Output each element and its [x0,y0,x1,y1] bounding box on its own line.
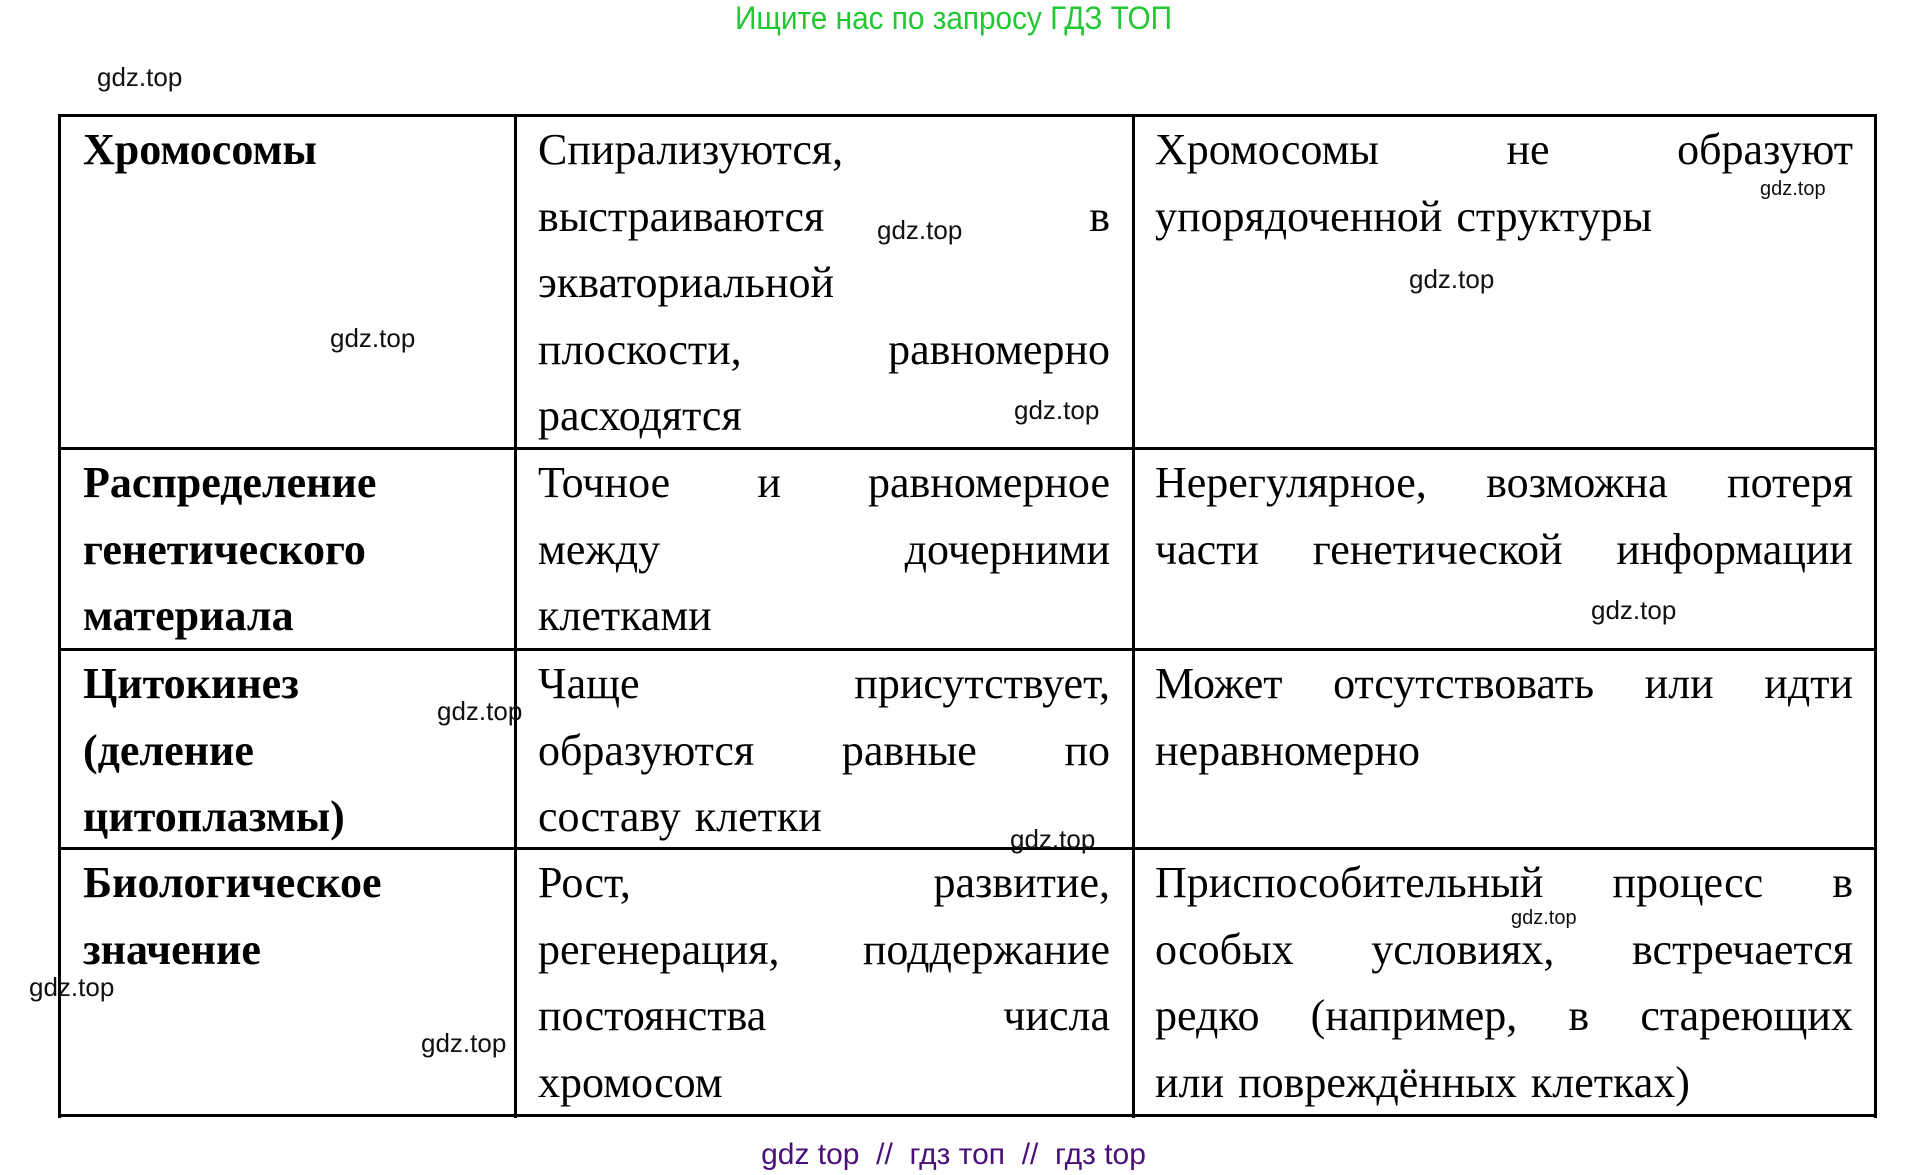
cell-line: Биологическое [83,858,382,907]
cell-line: Чаще присутствует, [538,659,1110,708]
watermark: gdz.top [877,215,963,245]
cell-line: Хромосомы [83,125,317,174]
cell-line: Спирализуются, [538,125,844,174]
table-row-1-amitosis [1155,117,1853,250]
cell-line: материала [83,591,294,640]
table-row-3-feature [83,651,503,851]
table-row-2-amitosis [1155,450,1853,583]
table-row-1-feature [83,117,503,184]
table-row-3-mitosis [538,651,1110,851]
watermark: gdz.top [1760,178,1826,200]
cell-line: расходятся [538,391,742,440]
cell-line: Приспособительный процесс в [1155,858,1853,907]
cell-line: Хромосомы не образуют [1155,125,1853,174]
cell-line: хромосом [538,1057,723,1107]
table-border-left [58,114,61,1118]
cell-line: неравномерно [1155,725,1421,775]
table-row-4-mitosis [538,850,1110,1116]
cell-line: образуются равные по [538,725,1110,775]
cell-line: Цитокинез [83,659,299,708]
cell-line: выстраиваются в [538,191,1110,241]
cell-line: Рост, развитие, [538,858,1110,907]
cell-line: клетками [538,591,712,640]
watermark: gdz.top [1511,907,1577,929]
watermark: gdz.top [1591,595,1677,625]
cell-line: Может отсутствовать или идти [1155,659,1853,708]
watermark: gdz.top [330,323,416,353]
cell-line: генетического [83,524,366,574]
cell-line: постоянства числа [538,991,1110,1040]
watermark: gdz.top [437,696,523,726]
footer-links-text: gdz top // гдз топ // гдз top [761,1138,1146,1171]
cell-line: составу клетки [538,792,822,841]
table-row-4-amitosis [1155,850,1853,1116]
watermark: gdz.top [1010,824,1096,854]
cell-line: части генетической информации [1155,524,1853,574]
cell-line: или повреждённых клетках) [1155,1057,1690,1107]
table-row-2-feature [83,450,503,650]
watermark: gdz.top [29,972,115,1002]
col-divider-2 [1132,114,1135,1118]
table-row-2-mitosis [538,450,1110,650]
watermark: gdz.top [1014,395,1100,425]
cell-line: особых условиях, встречается [1155,924,1853,974]
cell-line: экваториальной [538,258,835,307]
watermark: gdz.top [1409,264,1495,294]
cell-line: Точное и равномерное [538,458,1110,507]
cell-line: цитоплазмы) [83,792,345,841]
cell-line: Нерегулярное, возможна потеря [1155,458,1853,507]
promo-header: Ищите нас по запросу ГДЗ ТОП [735,0,1173,36]
cell-line: между дочерними [538,524,1110,574]
cell-line: (деление [83,725,254,775]
cell-line: упорядоченной структуры [1155,191,1653,241]
cell-line: редко (например, в стареющих [1155,991,1853,1040]
watermark: gdz.top [421,1028,507,1058]
col-divider-1 [514,114,517,1118]
cell-line: регенерация, поддержание [538,924,1110,974]
table-row-4-feature [83,850,503,983]
cell-line: значение [83,924,261,974]
cell-line: плоскости, равномерно [538,324,1110,374]
cell-line: Распределение [83,458,377,507]
watermark: gdz.top [97,62,183,92]
table-row-3-amitosis [1155,651,1853,784]
table-border-right [1874,114,1877,1118]
